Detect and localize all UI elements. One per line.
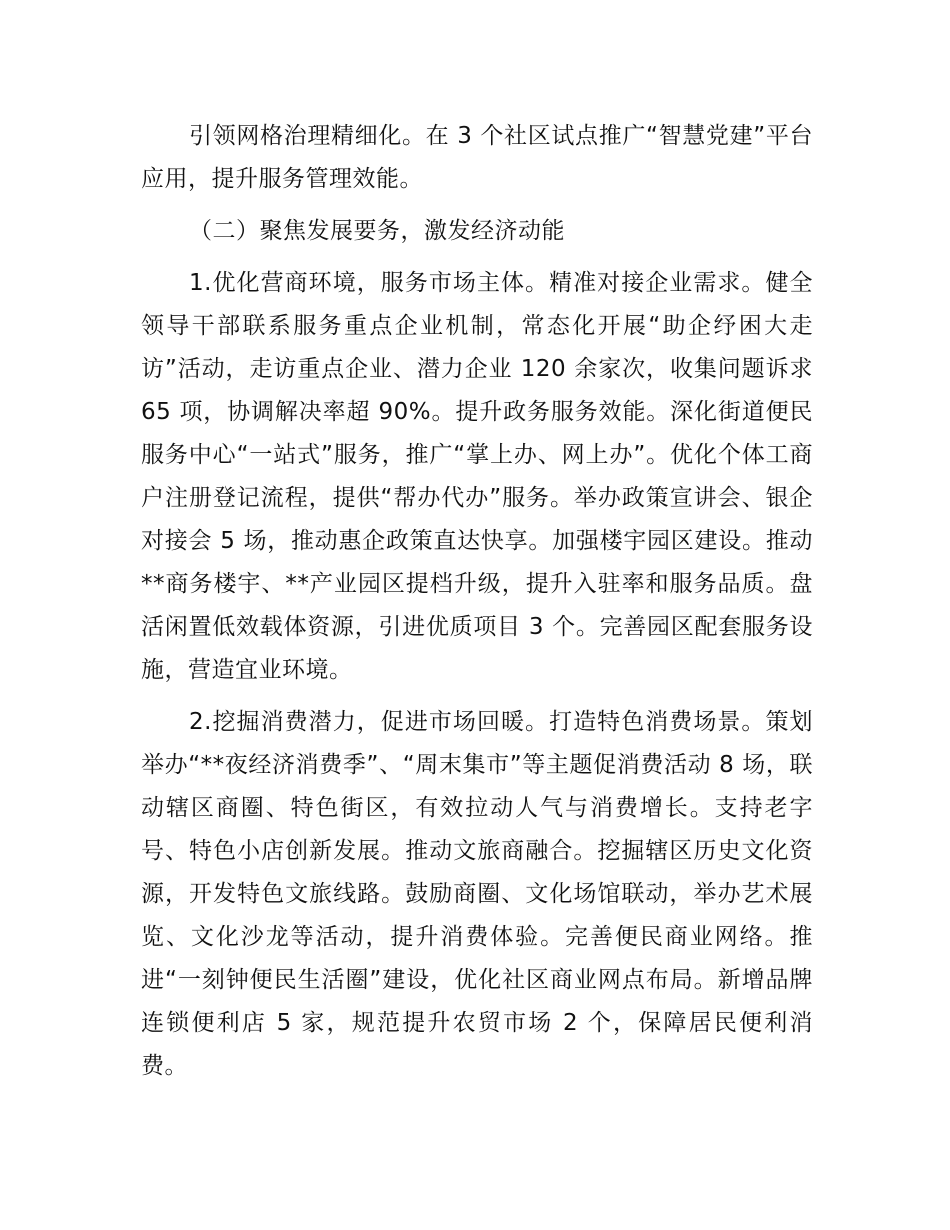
paragraph-consumption: 2.挖掘消费潜力，促进市场回暖。打造特色消费场景。策划举办“**夜经济消费季”、“周末集市”等主题促消费活动 8 场，联动辖区商圈、特色街区，有效拉动人气与消费增长。支持老字号、特色小店创新发展。推动文旅商融合。挖掘辖区历史文化资源，开发特色文旅线路。鼓励商圈、文化场馆联动，举办艺术展览、文化沙龙等活动，提升消费体验。完善便民商业网络。推进“一刻钟便民生活圈”建设，优化社区商业网点布局。新增品牌连锁便利店 5 家，规范提升农贸市场 2 个，保障居民便利消费。 — [141, 709, 813, 1079]
document-body — [141, 115, 813, 1097]
section-heading: （二）聚焦发展要务，激发经济动能 — [189, 218, 565, 244]
paragraph-business-environment: 1.优化营商环境，服务市场主体。精准对接企业需求。健全领导干部联系服务重点企业机制，常态化开展“助企纾困大走访”活动，走访重点企业、潜力企业 120 余家次，收集问题诉求 65 项，协调解决率超 90%。提升政务服务效能。深化街道便民服务中心“一站式”服务，推广“掌上办、网上办”。优化个体工商户注册登记流程，提供“帮办代办”服务。举办政策宣讲会、银企对接会 5 场，推动惠企政策直达快享。加强楼宇园区建设。推动**商务楼宇、**产业园区提档升级，提升入驻率和服务品质。盘活闲置低效载体资源，引进优质项目 3 个。完善园区配套服务设施，营造宜业环境。 — [141, 270, 813, 683]
paragraph-continuation: 引领网格治理精细化。在 3 个社区试点推广“智慧党建”平台应用，提升服务管理效能。 — [141, 123, 813, 192]
